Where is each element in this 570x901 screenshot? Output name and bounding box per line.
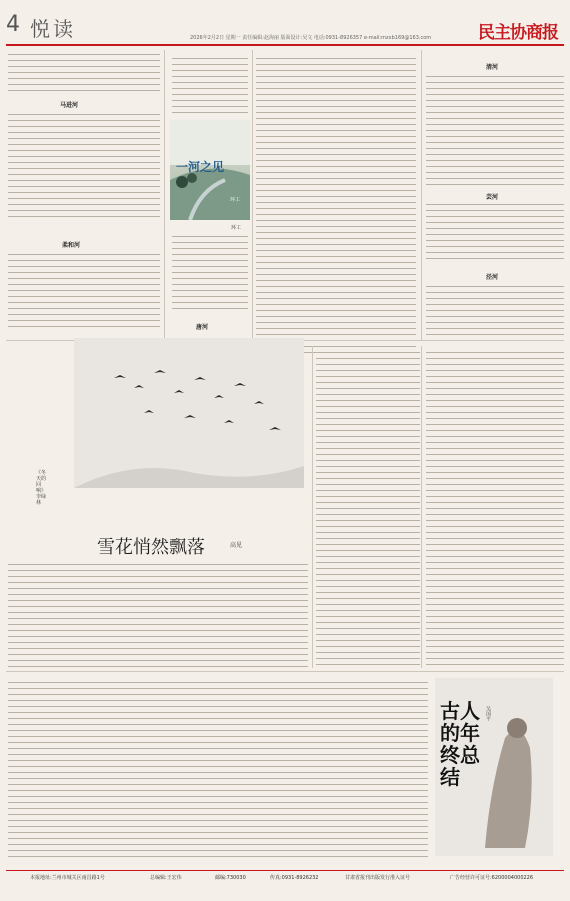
- column-divider: [312, 346, 313, 668]
- river-article-title: 一河之见: [176, 160, 225, 174]
- river-article-text: [256, 56, 416, 356]
- right-column-text: [426, 74, 564, 186]
- footer-rule: [6, 870, 564, 871]
- masthead: [0, 0, 570, 44]
- subtitle-right-3: 泾河: [486, 274, 499, 281]
- right-column-text: [426, 284, 564, 340]
- subtitle-right-2: 芸河: [486, 194, 499, 201]
- river-author: 环工: [230, 197, 241, 203]
- ancient-article-text: [8, 680, 428, 862]
- column-divider: [421, 346, 422, 668]
- issue-meta: 2026年2月2日 星期一 责任编辑:赵海丽 版面设计:吴文 电话:0931-8926357 e-mail:mzxb169@163.com: [190, 35, 432, 41]
- right-article-text: [426, 350, 564, 668]
- birds-flying-image: [74, 338, 304, 488]
- river-article-text: [172, 234, 248, 314]
- snow-caption: 《冬天的回响》 李绿林: [36, 470, 47, 506]
- newspaper-logo: 民主协商报: [478, 23, 558, 43]
- footer-ad-license: 广告经营许可证号:6200004000226: [450, 875, 534, 881]
- snow-illustration: [74, 338, 304, 488]
- left-column-text: [8, 112, 160, 222]
- column-divider: [164, 50, 165, 340]
- left-column-text: [8, 52, 160, 92]
- subtitle-center: 唐河: [196, 324, 209, 331]
- subtitle-left-2: 柔和河: [62, 242, 81, 249]
- river-article-text: [172, 56, 248, 116]
- section-name: 悦读: [30, 17, 76, 41]
- ancient-article-title: 古人的年终总结: [440, 699, 480, 789]
- column-divider: [252, 50, 253, 340]
- subtitle-right-1: 清河: [486, 64, 499, 71]
- right-column-text: [426, 202, 564, 262]
- column-divider: [421, 50, 422, 340]
- footer-postcode: 邮编:730030: [215, 875, 246, 881]
- river-author-label: 环工: [231, 225, 242, 231]
- snow-article-title: 雪花悄然飘落: [97, 537, 205, 558]
- left-column-text: [8, 252, 160, 332]
- header-rule: [6, 44, 564, 46]
- section-divider: [6, 671, 564, 672]
- middle-article-text: [316, 350, 420, 668]
- snow-author: 高见: [230, 542, 243, 549]
- snow-article-text: [8, 562, 308, 668]
- footer-license: 甘肃省报刊出版发行准入证号: [345, 875, 411, 881]
- ancient-author: 吴国平: [485, 706, 491, 721]
- subtitle-left-1: 马进河: [60, 102, 79, 109]
- footer-address: 本报地址:兰州市城关区南昌路1号: [30, 875, 105, 881]
- footer-editor: 总编辑:王宏伟: [150, 875, 182, 881]
- footer-fax: 传真:0931-8926232: [270, 875, 319, 881]
- section-number: 4: [6, 12, 20, 37]
